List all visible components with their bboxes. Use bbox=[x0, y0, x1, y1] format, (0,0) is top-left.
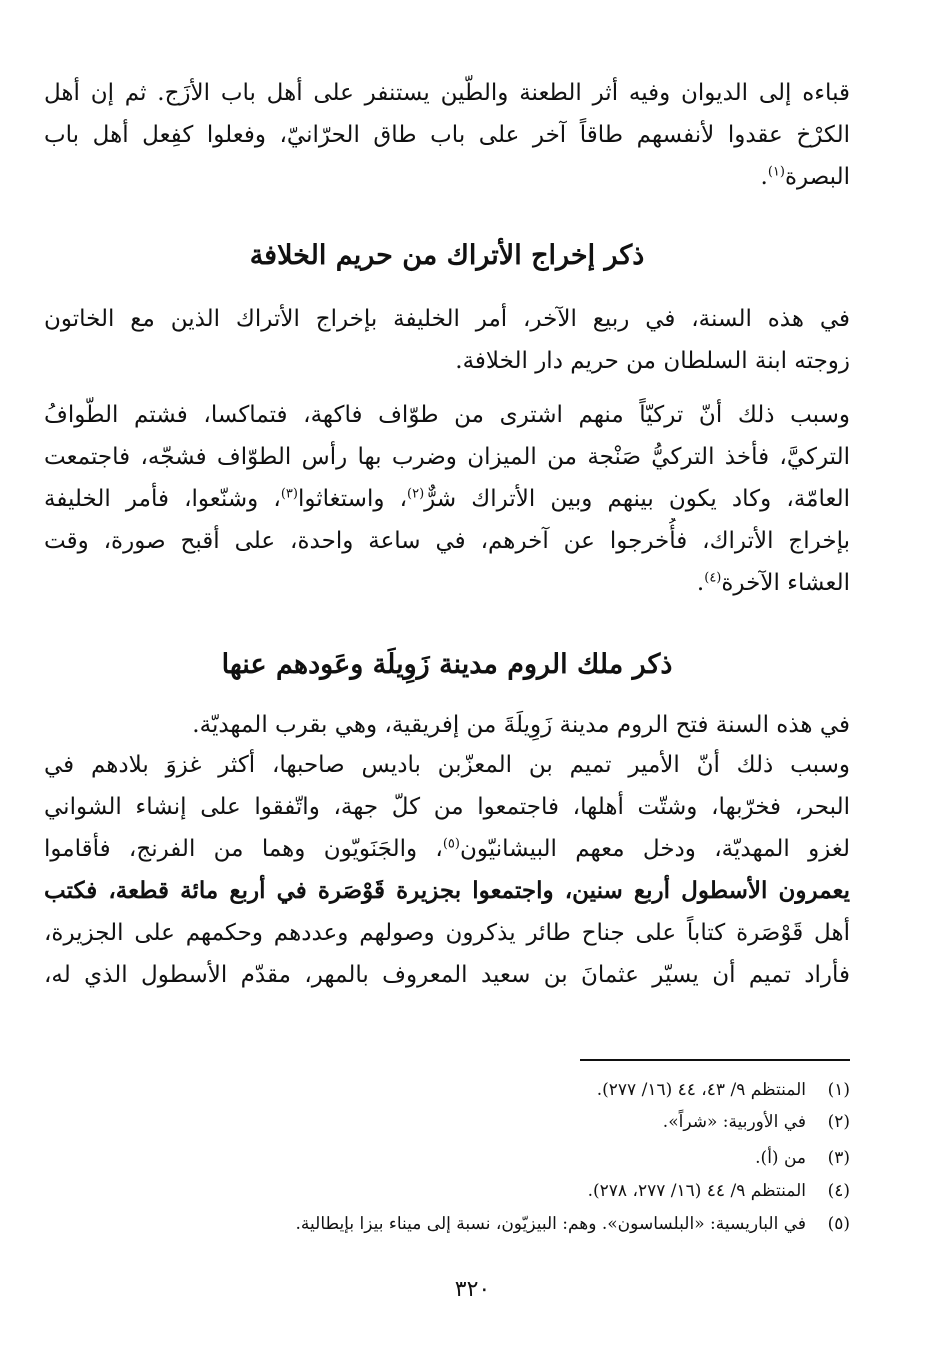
footnote bbox=[150, 1074, 850, 1106]
footnote-number: (٣) bbox=[827, 1148, 850, 1168]
text-line: فأراد تميم أن يسيّر عثمانَ بن سعيد المعروف بالمهر، مقدّم الأسطول الذي له، bbox=[44, 962, 850, 988]
footnote bbox=[150, 1106, 850, 1138]
text-line: البحر، فخرّبها، وشتّت أهلها، فاجتمعوا من كلّ جهة، واتّفقوا على إنشاء الشواني bbox=[44, 794, 850, 820]
section-heading: ذكر إخراج الأتراك من حريم الخلافة bbox=[249, 240, 645, 271]
footnote-divider bbox=[580, 1059, 850, 1061]
footnote-number: (٥) bbox=[827, 1214, 850, 1234]
text-fragment: البصرة bbox=[784, 164, 850, 190]
text-line: وسبب ذلك أنّ تركيّاً منهم اشترى من طوّاف فاكهة، فتماكسا، فشتم الطّوافُ bbox=[44, 402, 850, 428]
text-line: بإخراج الأتراك، فأُخرجوا عن آخرهم، في ساعة واحدة، على أقبح صورة، وقت bbox=[44, 528, 850, 554]
text-line bbox=[44, 154, 850, 200]
footnote-text: المنتظم ٩/ ٤٣، ٤٤ (١٦/ ٢٧٧). bbox=[596, 1080, 806, 1100]
footnote bbox=[150, 1142, 850, 1174]
text-line bbox=[44, 476, 850, 522]
text-fragment: ، والجَنَويّون وهما من الفرنج، فأقاموا bbox=[44, 836, 443, 862]
text-line: وسبب ذلك أنّ الأمير تميم بن المعزّبن باديس صاحبها، أكثر غزوَ بلادهم في bbox=[44, 752, 850, 778]
text-line bbox=[44, 560, 850, 606]
footnote bbox=[150, 1175, 850, 1207]
footnote-ref: (٤) bbox=[704, 570, 722, 586]
footnote-number: (٢) bbox=[827, 1112, 850, 1132]
footnote-text: في الباريسية: «البلساسون». وهم: البيزيّون، نسبة إلى ميناء بيزا بإيطالية. bbox=[295, 1214, 806, 1234]
footnote-ref: (١) bbox=[767, 164, 785, 180]
text-fragment: ، وشنّعوا، فأمر الخليفة bbox=[44, 486, 281, 512]
text-fragment: . bbox=[696, 570, 705, 596]
footnote-number: (٤) bbox=[827, 1181, 850, 1201]
text-line: قباءه إلى الديوان وفيه أثر الطعنة والطّين يستنفر على أهل باب الأزَج. ثم إن أهل bbox=[44, 80, 850, 106]
footnote-text: من (أ). bbox=[755, 1148, 806, 1168]
footnote-ref: (٢) bbox=[407, 486, 425, 502]
section-heading: ذكر ملك الروم مدينة زَوِيلَة وعَودهم عنها bbox=[221, 649, 673, 680]
footnote-ref: (٣) bbox=[280, 486, 298, 502]
text-fragment: العشاء الآخرة bbox=[721, 570, 850, 596]
footnote-text: في الأوربية: «شراً». bbox=[662, 1112, 806, 1132]
text-fragment: ، واستغاثوا bbox=[297, 486, 408, 512]
footnote-ref: (٥) bbox=[442, 836, 460, 852]
text-line: في هذه السنة، في ربيع الآخر، أمر الخليفة بإخراج الأتراك الذين مع الخاتون bbox=[44, 306, 850, 332]
footnote bbox=[150, 1208, 850, 1240]
text-fragment: العامّة، وكاد يكون بينهم وبين الأتراك شرٌّ bbox=[424, 486, 850, 512]
footnote-text: المنتظم ٩/ ٤٤ (١٦/ ٢٧٧، ٢٧٨). bbox=[587, 1181, 806, 1201]
text-line: يعمرون الأسطول أربع سنين، واجتمعوا بجزيرة قَوْصَرة في أربع مائة قطعة، فكتب bbox=[44, 877, 850, 904]
text-fragment: . bbox=[760, 164, 768, 190]
text-line: التركيَّ، فأخذ التركيُّ صَنْجة من الميزان وضرب بها رأس الطوّاف فشجّه، فاجتمعت bbox=[44, 444, 850, 470]
text-line: أهل قَوْصَرة كتاباً على جناح طائر يذكرون وصولهم وعددهم وحكمهم على الجزيرة، bbox=[44, 920, 850, 946]
footnote-number: (١) bbox=[827, 1080, 850, 1100]
text-line bbox=[44, 826, 850, 872]
text-line: الكرْخ عقدوا لأنفسهم طاقاً آخر على باب طاق الحرّانيّ، وفعلوا كفِعل أهل باب bbox=[44, 122, 850, 148]
text-line: في هذه السنة فتح الروم مدينة زَوِيلَةَ من إفريقية، وهي بقرب المهديّة. bbox=[192, 712, 850, 738]
text-line: زوجته ابنة السلطان من حريم دار الخلافة. bbox=[455, 348, 850, 374]
page-number: ٣٢٠ bbox=[454, 1277, 491, 1302]
text-fragment: لغزو المهديّة، ودخل معهم البيشانيّون bbox=[459, 836, 850, 862]
